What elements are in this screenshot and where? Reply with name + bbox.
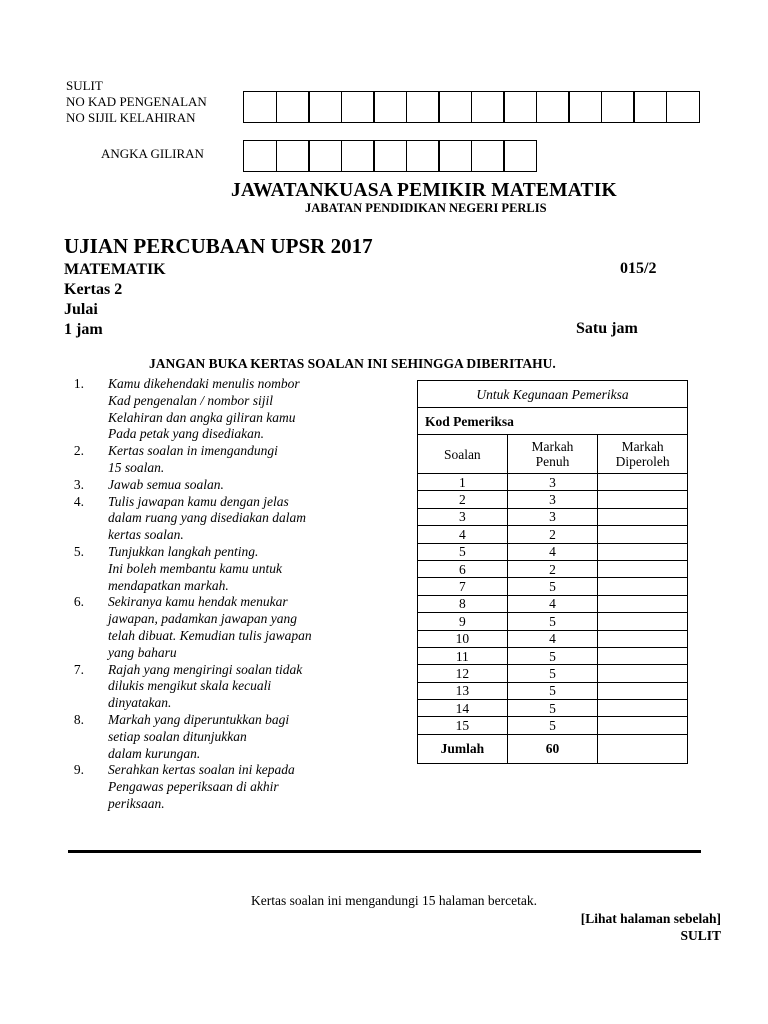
total-value: 60	[507, 734, 598, 763]
full-marks: 2	[507, 526, 598, 543]
instruction-number: 1.	[73, 376, 84, 391]
instruction-text: Tunjukkan langkah penting. Ini boleh membantu kamu untuk mendapatkan markah.	[108, 543, 282, 593]
exam-month: Julai	[64, 301, 98, 318]
angka-digit-box[interactable]	[406, 140, 440, 172]
instruction-text: Kertas soalan in imengandungi 15 soalan.	[108, 443, 278, 475]
full-marks: 5	[507, 665, 598, 682]
full-marks: 5	[507, 613, 598, 630]
angka-digit-box[interactable]	[308, 140, 342, 172]
next-page-note: [Lihat halaman sebelah]	[580, 911, 721, 926]
question-number: 14	[418, 700, 508, 717]
table-row	[418, 682, 688, 699]
angka-digit-box[interactable]	[503, 140, 537, 172]
instruction-number: 6.	[73, 594, 84, 610]
question-number: 3	[418, 508, 508, 525]
table-row	[418, 613, 688, 630]
obtained-marks-cell[interactable]	[598, 682, 688, 699]
instruction-number: 7.	[73, 661, 84, 677]
table-row	[418, 595, 688, 612]
id-digit-box[interactable]	[438, 91, 472, 123]
col-header-penuh-line2: Penuh	[535, 454, 570, 469]
id-label-1: NO KAD PENGENALAN	[66, 94, 207, 109]
angka-digit-box[interactable]	[373, 140, 407, 172]
sulit-bottom: SULIT	[680, 928, 721, 943]
instruction-item	[56, 477, 386, 494]
instruction-text: Kamu dikehendaki menulis nombor Kad pengenalan / nombor sijil Kelahiran dan angka giliran kamu Pada petak yang disediakan.	[108, 376, 300, 442]
table-row	[418, 543, 688, 560]
angka-digit-box[interactable]	[341, 140, 375, 172]
question-number: 1	[418, 474, 508, 491]
footer-divider	[68, 850, 701, 853]
instruction-text: Jawab semua soalan.	[108, 476, 224, 492]
full-marks: 3	[507, 474, 598, 491]
obtained-marks-cell[interactable]	[598, 560, 688, 577]
table-row	[418, 578, 688, 595]
id-digit-box[interactable]	[308, 91, 342, 123]
table-heading: Untuk Kegunaan Pemeriksa	[418, 381, 688, 408]
exam-duration-words: Satu jam	[576, 320, 638, 337]
exam-meta	[64, 260, 166, 340]
instruction-text: Markah yang diperuntukkan bagi setiap soalan ditunjukkan dalam kurungan.	[108, 711, 290, 761]
full-marks: 4	[507, 543, 598, 560]
instructions-list	[56, 376, 386, 813]
id-digit-box[interactable]	[406, 91, 440, 123]
obtained-marks-cell[interactable]	[598, 613, 688, 630]
table-row	[418, 508, 688, 525]
angka-digit-box[interactable]	[243, 140, 277, 172]
col-header-diperoleh-line2: Diperoleh	[615, 454, 670, 469]
angka-giliran-boxes[interactable]	[243, 140, 536, 172]
id-digit-box[interactable]	[373, 91, 407, 123]
instruction-number: 4.	[73, 493, 84, 509]
warning-text: JANGAN BUKA KERTAS SOALAN INI SEHINGGA DIBERITAHU.	[149, 356, 556, 371]
header-labels	[66, 78, 207, 126]
id-digit-box[interactable]	[633, 91, 667, 123]
instruction-item	[56, 376, 386, 443]
obtained-marks-cell[interactable]	[598, 700, 688, 717]
table-row	[418, 717, 688, 734]
exam-duration: 1 jam	[64, 321, 103, 338]
table-row	[418, 560, 688, 577]
full-marks: 5	[507, 647, 598, 664]
exam-subject: MATEMATIK	[64, 261, 166, 278]
instruction-text: Tulis jawapan kamu dengan jelas dalam ruang yang disediakan dalam kertas soalan.	[108, 493, 306, 543]
org-subtitle: JABATAN PENDIDIKAN NEGERI PERLIS	[305, 201, 547, 215]
instruction-item	[56, 712, 386, 762]
instruction-number: 3.	[73, 476, 84, 492]
instruction-item	[56, 662, 386, 712]
obtained-marks-cell[interactable]	[598, 578, 688, 595]
id-digit-box[interactable]	[276, 91, 310, 123]
kod-pemeriksa-label: Kod Pemeriksa	[418, 408, 688, 435]
instruction-text: Sekiranya kamu hendak menukar jawapan, padamkan jawapan yang telah dibuat. Kemudian tulis jawapan yang baharu	[108, 594, 312, 660]
full-marks: 5	[507, 578, 598, 595]
table-row	[418, 700, 688, 717]
table-row	[418, 474, 688, 491]
full-marks: 3	[507, 508, 598, 525]
total-label: Jumlah	[418, 734, 508, 763]
angka-digit-box[interactable]	[438, 140, 472, 172]
obtained-marks-cell[interactable]	[598, 665, 688, 682]
obtained-marks-cell[interactable]	[598, 526, 688, 543]
full-marks: 4	[507, 595, 598, 612]
col-header-soalan: Soalan	[418, 435, 508, 474]
table-row	[418, 630, 688, 647]
id-digit-box[interactable]	[503, 91, 537, 123]
table-row	[418, 647, 688, 664]
instruction-number: 8.	[73, 711, 84, 727]
obtained-marks-cell[interactable]	[598, 630, 688, 647]
angka-digit-box[interactable]	[471, 140, 505, 172]
id-digit-box[interactable]	[601, 91, 635, 123]
exam-title: UJIAN PERCUBAAN UPSR 2017	[64, 234, 373, 258]
question-number: 5	[418, 543, 508, 560]
full-marks: 3	[507, 491, 598, 508]
full-marks: 5	[507, 700, 598, 717]
question-number: 9	[418, 613, 508, 630]
obtained-marks-cell[interactable]	[598, 491, 688, 508]
full-marks: 4	[507, 630, 598, 647]
question-number: 10	[418, 630, 508, 647]
full-marks: 5	[507, 717, 598, 734]
pages-note: Kertas soalan ini mengandungi 15 halaman bercetak.	[251, 893, 538, 908]
question-number: 13	[418, 682, 508, 699]
instruction-item	[56, 544, 386, 594]
col-header-diperoleh-line1: Markah	[621, 439, 664, 454]
obtained-marks-cell[interactable]	[598, 543, 688, 560]
col-header-penuh-line1: Markah	[531, 439, 574, 454]
id-digit-box[interactable]	[666, 91, 700, 123]
total-obtained-cell[interactable]	[598, 734, 688, 763]
obtained-marks-cell[interactable]	[598, 595, 688, 612]
angka-digit-box[interactable]	[276, 140, 310, 172]
question-number: 11	[418, 647, 508, 664]
question-number: 4	[418, 526, 508, 543]
id-digit-box[interactable]	[243, 91, 277, 123]
instruction-item	[56, 594, 386, 661]
full-marks: 5	[507, 682, 598, 699]
angka-label: ANGKA GILIRAN	[101, 146, 204, 161]
obtained-marks-cell[interactable]	[598, 647, 688, 664]
instruction-item	[56, 443, 386, 477]
table-row	[418, 665, 688, 682]
question-number: 2	[418, 491, 508, 508]
col-header-markah-diperoleh	[598, 435, 688, 474]
sulit-top: SULIT	[66, 78, 103, 93]
id-digit-box[interactable]	[341, 91, 375, 123]
org-title: JAWATANKUASA PEMIKIR MATEMATIK	[231, 180, 617, 201]
instruction-number: 9.	[73, 762, 84, 778]
id-digit-box[interactable]	[471, 91, 505, 123]
id-number-boxes[interactable]	[243, 91, 698, 123]
exam-paper: Kertas 2	[64, 281, 123, 298]
table-row	[418, 526, 688, 543]
id-label-2: NO SIJIL KELAHIRAN	[66, 110, 196, 125]
instruction-text: Rajah yang mengiringi soalan tidak dilukis mengikut skala kecuali dinyatakan.	[108, 661, 303, 711]
instruction-text: Serahkan kertas soalan ini kepada Pengawas peperiksaan di akhir periksaan.	[108, 762, 295, 811]
examiner-marks-table	[417, 380, 688, 764]
obtained-marks-cell[interactable]	[598, 508, 688, 525]
instruction-number: 5.	[73, 543, 84, 559]
obtained-marks-cell[interactable]	[598, 717, 688, 734]
question-number: 8	[418, 595, 508, 612]
instruction-item	[56, 494, 386, 544]
question-number: 12	[418, 665, 508, 682]
question-number: 15	[418, 717, 508, 734]
exam-code: 015/2	[620, 260, 657, 277]
table-row	[418, 491, 688, 508]
instruction-item	[56, 762, 386, 812]
col-header-markah-penuh	[507, 435, 598, 474]
obtained-marks-cell[interactable]	[598, 474, 688, 491]
question-number: 6	[418, 560, 508, 577]
full-marks: 2	[507, 560, 598, 577]
instruction-number: 2.	[73, 443, 84, 459]
id-digit-box[interactable]	[568, 91, 602, 123]
id-digit-box[interactable]	[536, 91, 570, 123]
question-number: 7	[418, 578, 508, 595]
